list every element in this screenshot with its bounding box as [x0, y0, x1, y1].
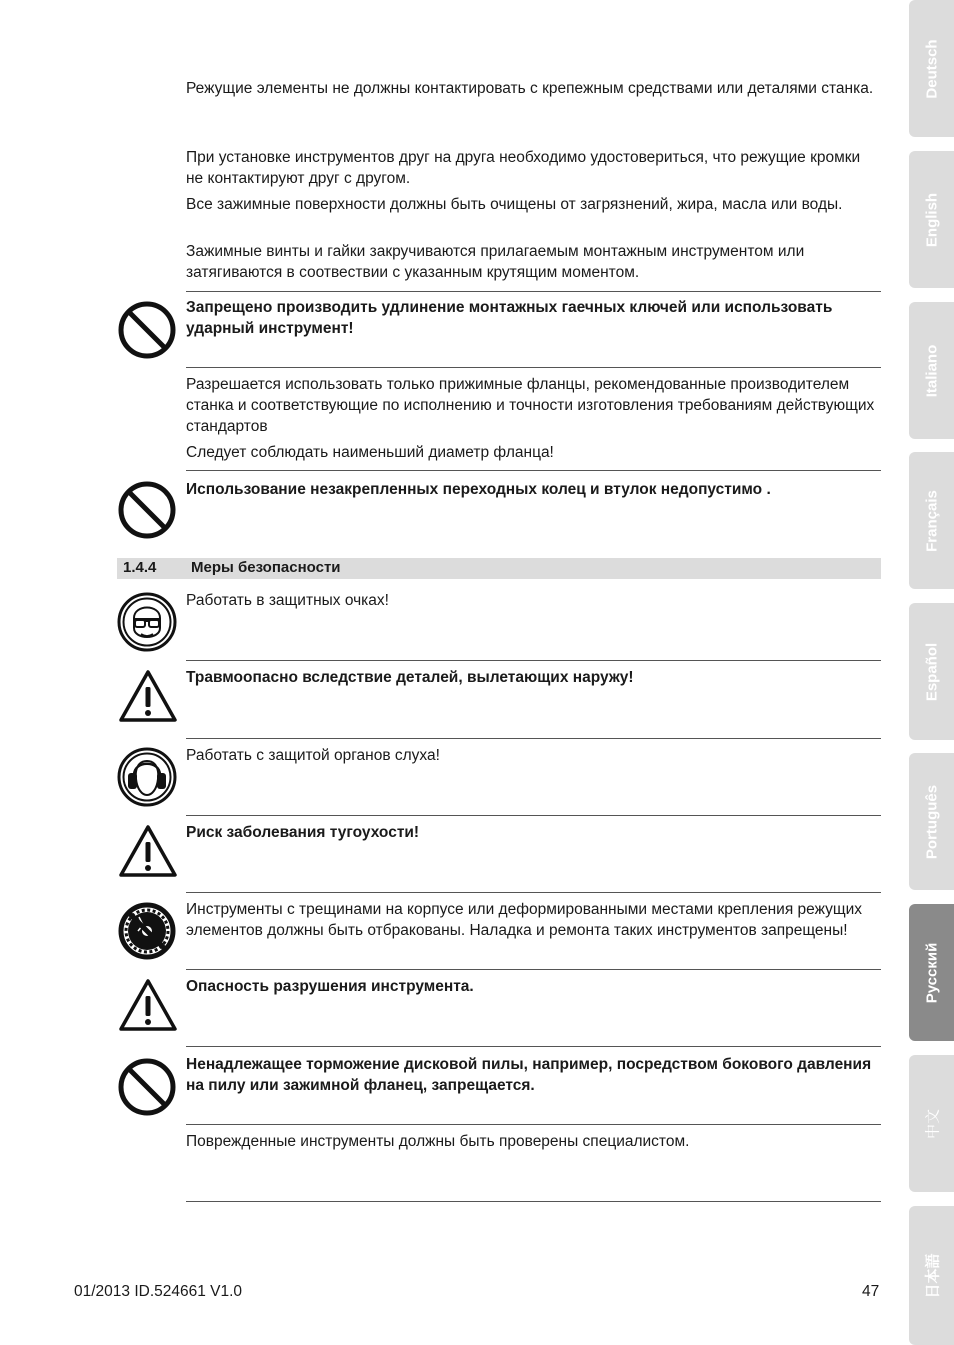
text-wear-goggles: Работать в защитных очках!	[186, 592, 389, 609]
lang-tab-label: Русский	[923, 942, 940, 1003]
lang-tab-italiano[interactable]	[909, 302, 954, 439]
text-damaged-tools-rejected: Инструменты с трещинами на корпусе или деформированными местами крепления режущих элементов должны быть отбракованы. Наладка и ремонта таких инструментов запрещены!	[186, 901, 863, 939]
lang-tab-label: 日本語	[924, 1252, 941, 1299]
warning-improper-braking: Ненадлежащее торможение дисковой пилы, например, посредством бокового давления на пилу или зажимной фланец, запрещается.	[186, 1056, 872, 1094]
divider	[186, 1046, 881, 1047]
footer-doc-id: 01/2013 ID.524661 V1.0	[74, 1283, 243, 1300]
warning-flying-parts: Травмоопасно вследствие деталей, вылетающих наружу!	[186, 669, 634, 686]
lang-tab-deutsch[interactable]	[909, 0, 954, 137]
text-cutters-no-contact: Режущие элементы не должны контактировать с крепежным средствами или деталями станка.	[186, 80, 874, 97]
prohibition-icon	[117, 480, 177, 540]
divider	[186, 1201, 881, 1202]
lang-tab-label: Italiano	[923, 344, 940, 397]
lang-tab-label: Español	[923, 642, 940, 701]
text-clamping-screws: Зажимные винты и гайки закручиваются прилагаемым монтажным инструментом или затягиваются в соотвествии с указанным крутящим моментом.	[186, 243, 805, 281]
warning-hearing-loss: Риск заболевания тугоухости!	[186, 824, 420, 841]
warning-triangle-icon	[117, 977, 179, 1033]
section-title: Меры безопасности	[191, 559, 341, 576]
divider	[186, 815, 881, 816]
damaged-saw-blade-icon	[117, 901, 177, 961]
lang-tab-label: Português	[923, 784, 940, 859]
lang-tab-francais[interactable]	[909, 452, 954, 589]
warning-triangle-icon	[117, 823, 179, 879]
text-inspect-damaged-tools: Поврежденные инструменты должны быть проверены специалистом.	[186, 1133, 690, 1150]
text-stacking-tools: При установке инструментов друг на друга необходимо удостовериться, что режущие кромки не контактируют друг с другом.	[186, 149, 861, 187]
divider	[186, 367, 881, 368]
text-flanges: Разрешается использовать только прижимные фланцы, рекомендованные производителем станка и соответствующие по исполнению и точности изготовления требованиям действующих стандартов	[186, 376, 875, 435]
section-number: 1.4.4	[123, 559, 157, 576]
lang-tab-label: 中文	[924, 1108, 941, 1139]
divider	[186, 892, 881, 893]
prohibition-icon	[117, 1057, 177, 1117]
divider	[186, 660, 881, 661]
warning-no-wrench-extension: Запрещено производить удлинение монтажных гаечных ключей или использовать ударный инструмент!	[186, 299, 833, 337]
prohibition-icon	[117, 300, 177, 360]
lang-tab-english[interactable]	[909, 151, 954, 288]
text-flange-diameter: Следует соблюдать наименьший диаметр фланца!	[186, 444, 554, 461]
lang-tab-label: English	[923, 192, 940, 247]
lang-tab-chinese[interactable]	[909, 1055, 954, 1192]
divider	[186, 1124, 881, 1125]
lang-tab-label: Français	[923, 489, 940, 552]
text-wear-ear-protection: Работать с защитой органов слуха!	[186, 747, 440, 764]
divider	[186, 738, 881, 739]
warning-triangle-icon	[117, 668, 179, 724]
divider	[186, 291, 881, 292]
lang-tab-russian[interactable]	[909, 904, 954, 1041]
warning-no-loose-rings: Использование незакрепленных переходных колец и втулок недопустимо .	[186, 481, 771, 498]
lang-tab-portugues[interactable]	[909, 753, 954, 890]
eye-protection-icon	[117, 592, 177, 652]
warning-tool-breakage: Опасность разрушения инструмента.	[186, 978, 474, 995]
ear-protection-icon	[117, 747, 177, 807]
lang-tab-espanol[interactable]	[909, 603, 954, 740]
section-heading	[117, 558, 881, 579]
text-clean-surfaces: Все зажимные поверхности должны быть очищены от загрязнений, жира, масла или воды.	[186, 196, 843, 213]
page-number: 47	[862, 1283, 880, 1300]
lang-tab-japanese[interactable]	[909, 1206, 954, 1345]
divider	[186, 969, 881, 970]
lang-tab-label: Deutsch	[923, 38, 940, 99]
divider	[186, 470, 881, 471]
